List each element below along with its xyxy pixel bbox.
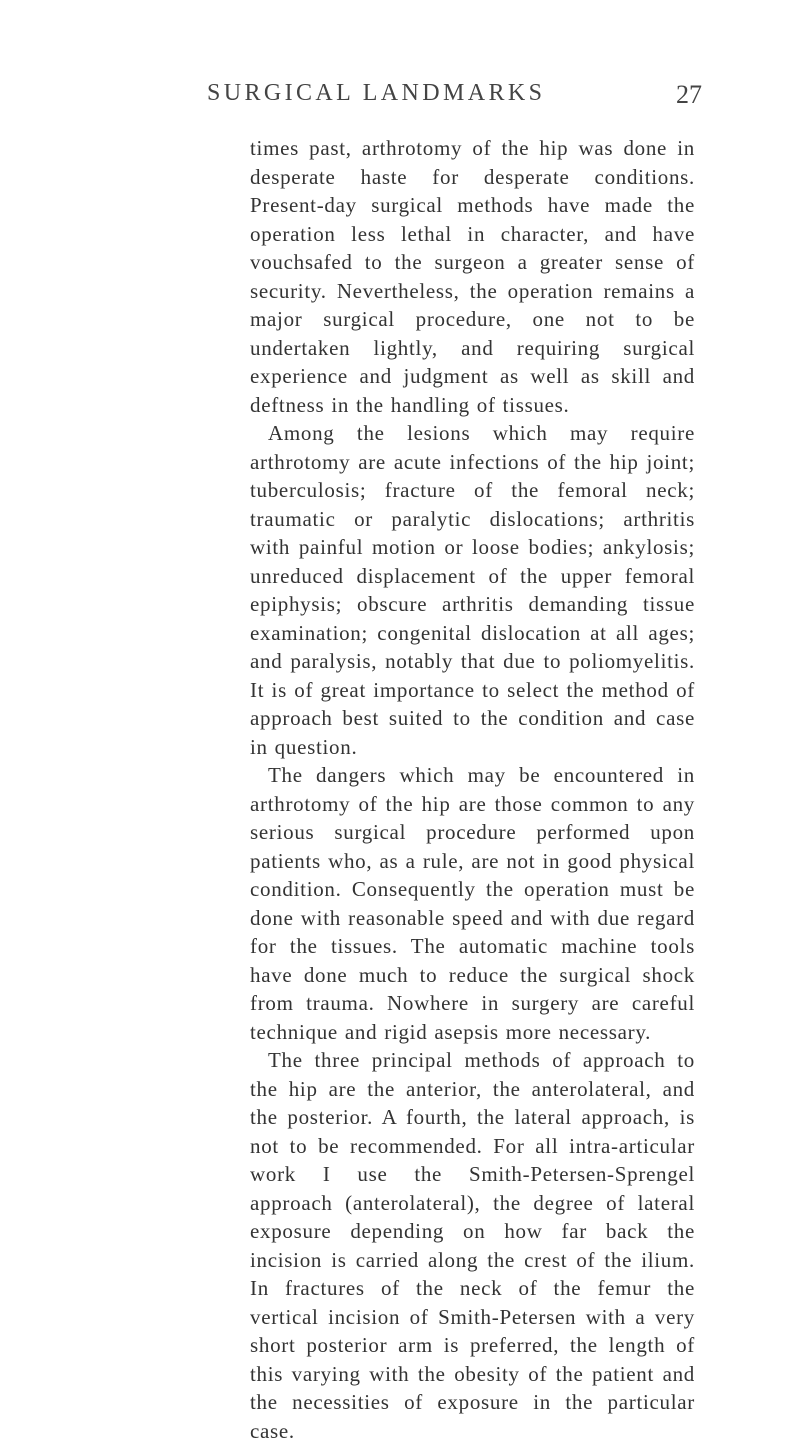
paragraph-3: The dangers which may be encountered in arthrotomy of the hip are those common to any serious surgical procedure performed upon patients who, as a rule, are not in good physical condition. Consequently the operation must be done with reasonable speed and with due regard for the tissues. The automatic machine tools have done much to reduce the surgical shock from trauma. Nowhere in surgery are careful technique and rigid asepsis more necessary. <box>250 763 695 1044</box>
paragraph-2: Among the lesions which may require arthrotomy are acute infections of the hip joint; tuberculosis; fracture of the femoral neck; traumatic or paralytic dislocations; arthritis with painful motion or loose bodies; ankylosis; unreduced displacement of the upper femoral epiphysis; obscure arthritis demanding tissue examination; congenital dislocation at all ages; and paralysis, notably that due to poliomyelitis. It is of great importance to select the method of approach best suited to the condition and case in question. <box>250 421 695 759</box>
body-text <box>250 134 695 1445</box>
paragraph-1: times past, arthrotomy of the hip was done in desperate haste for desperate conditions. Present-day surgical methods have made the operation less lethal in character, and have vouchsafed to the surgeon a greater sense of security. Nevertheless, the operation remains a major surgical procedure, one not to be undertaken lightly, and requiring surgical experience and judgment as well as skill and deftness in the handling of tissues. <box>250 136 695 417</box>
running-title: SURGICAL LANDMARKS <box>207 80 546 106</box>
page-number: 27 <box>676 80 702 109</box>
running-head <box>207 80 702 116</box>
paragraph-4: The three principal methods of approach to the hip are the anterior, the anterolateral, and the posterior. A fourth, the lateral approach, is not to be recommended. For all intra-articular work I use the Smith-Petersen-Sprengel approach (anterolateral), the degree of lateral exposure depending on how far back the incision is carried along the crest of the ilium. In fractures of the neck of the femur the vertical incision of Smith-Petersen with a very short posterior arm is preferred, the length of this varying with the obesity of the patient and the necessities of exposure in the particular case. <box>250 1048 695 1443</box>
